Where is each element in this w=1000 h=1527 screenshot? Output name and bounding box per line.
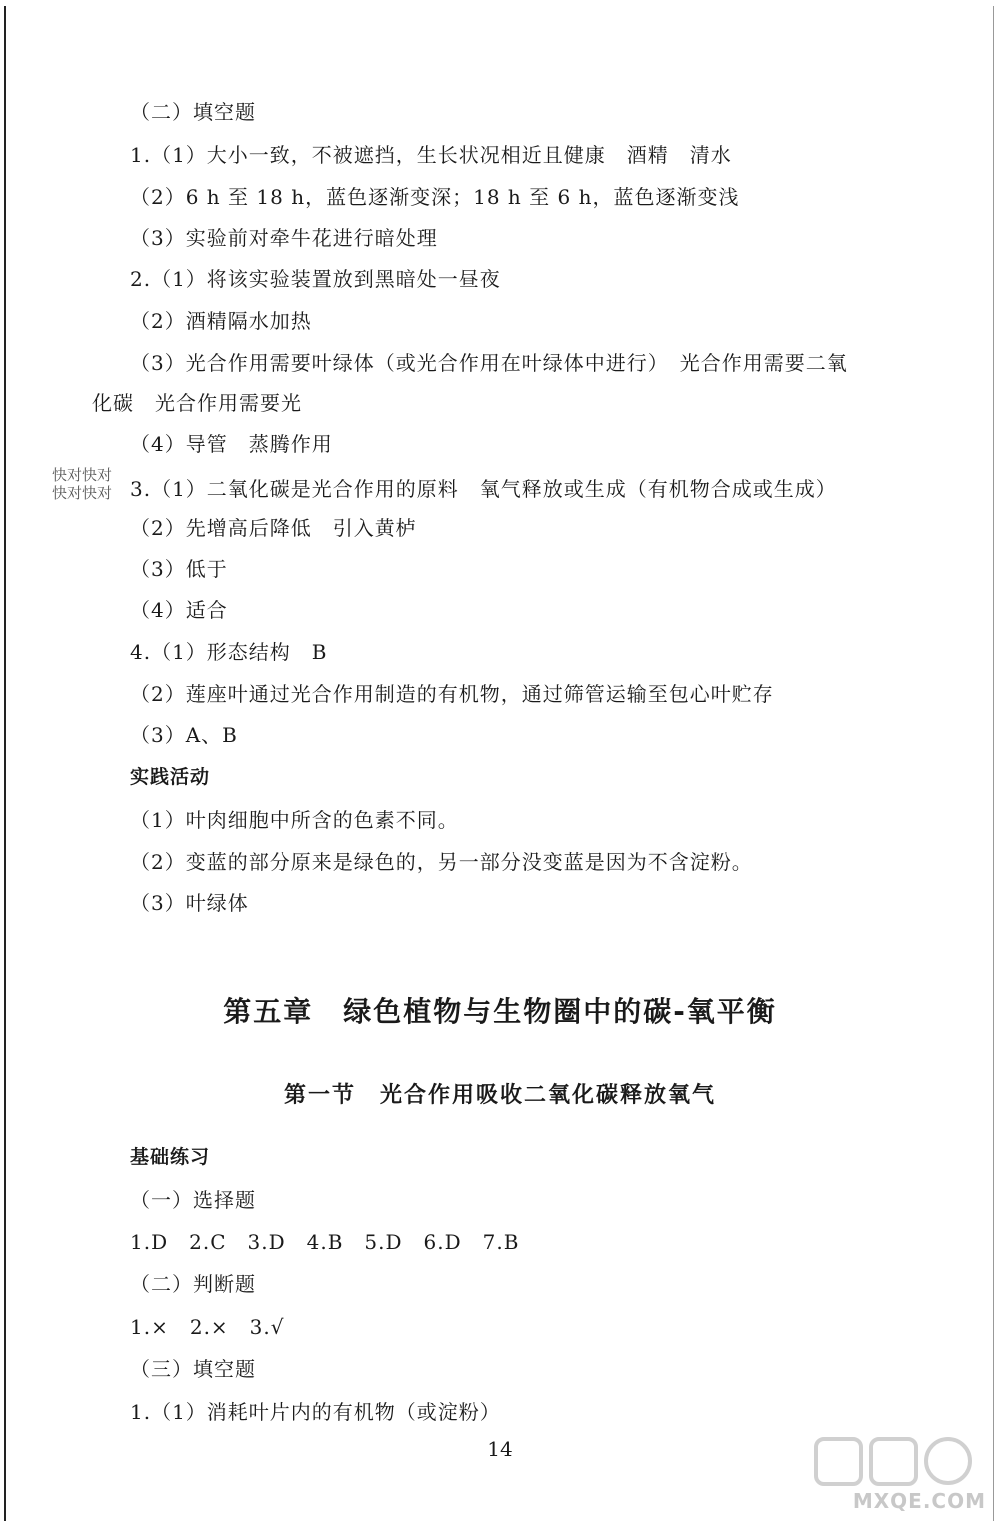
subheading-judge: （二）判断题 <box>130 1272 256 1296</box>
answer-line: （3）低于 <box>130 557 228 581</box>
watermark-logo <box>796 1434 986 1519</box>
answer-line: 1.（1）消耗叶片内的有机物（或淀粉） <box>130 1400 501 1424</box>
side-watermark-line: 快对快对 <box>52 466 113 484</box>
subheading-fill-blank: （三）填空题 <box>130 1357 256 1381</box>
watermark-logo-icon <box>796 1434 986 1494</box>
answer-line: 4.（1）形态结构 B <box>130 640 328 664</box>
answer-line: （1）叶肉细胞中所含的色素不同。 <box>130 808 459 832</box>
answer-line: （2）先增高后降低 引入黄栌 <box>130 516 417 540</box>
subheading-practice: 实践活动 <box>130 766 211 788</box>
side-watermark-line: 快对快对 <box>52 484 113 502</box>
answer-line: 1.（1）大小一致，不被遮挡，生长状况相近且健康 酒精 清水 <box>130 143 732 167</box>
answer-line: （3）A、B <box>130 723 238 747</box>
subheading-basic: 基础练习 <box>130 1146 211 1168</box>
answer-line: （4）适合 <box>130 598 228 622</box>
subheading-fill-blank: （二）填空题 <box>130 100 256 124</box>
watermark-text: MXQE.COM <box>852 1489 986 1513</box>
answer-line: 1.× 2.× 3.√ <box>130 1315 285 1339</box>
answer-line: 1.D 2.C 3.D 4.B 5.D 6.D 7.B <box>130 1230 520 1254</box>
answer-line: （3）光合作用需要叶绿体（或光合作用在叶绿体中进行） 光合作用需要二氧 <box>130 351 848 375</box>
page-number: 14 <box>487 1437 513 1461</box>
answer-line: （2）6 h 至 18 h，蓝色逐渐变深；18 h 至 6 h，蓝色逐渐变浅 <box>130 185 740 209</box>
answer-line: （3）实验前对牵牛花进行暗处理 <box>130 226 438 250</box>
answer-line: （3）叶绿体 <box>130 891 249 915</box>
answer-line: （2）变蓝的部分原来是绿色的，另一部分没变蓝是因为不含淀粉。 <box>130 850 753 874</box>
answer-line: （4）导管 蒸腾作用 <box>130 432 333 456</box>
subheading-choice: （一）选择题 <box>130 1188 256 1212</box>
section-title: 第一节 光合作用吸收二氧化碳释放氧气 <box>283 1083 716 1108</box>
answer-line: （2）酒精隔水加热 <box>130 309 312 333</box>
side-watermark <box>52 466 112 502</box>
answer-line-continued: 化碳 光合作用需要光 <box>92 391 302 415</box>
chapter-title: 第五章 绿色植物与生物圈中的碳-氧平衡 <box>223 995 777 1028</box>
answer-line: 2.（1）将该实验装置放到黑暗处一昼夜 <box>130 267 501 291</box>
answer-line: 3.（1）二氧化碳是光合作用的原料 氧气释放或生成（有机物合成或生成） <box>130 477 837 501</box>
answer-line: （2）莲座叶通过光合作用制造的有机物，通过筛管运输至包心叶贮存 <box>130 682 774 706</box>
